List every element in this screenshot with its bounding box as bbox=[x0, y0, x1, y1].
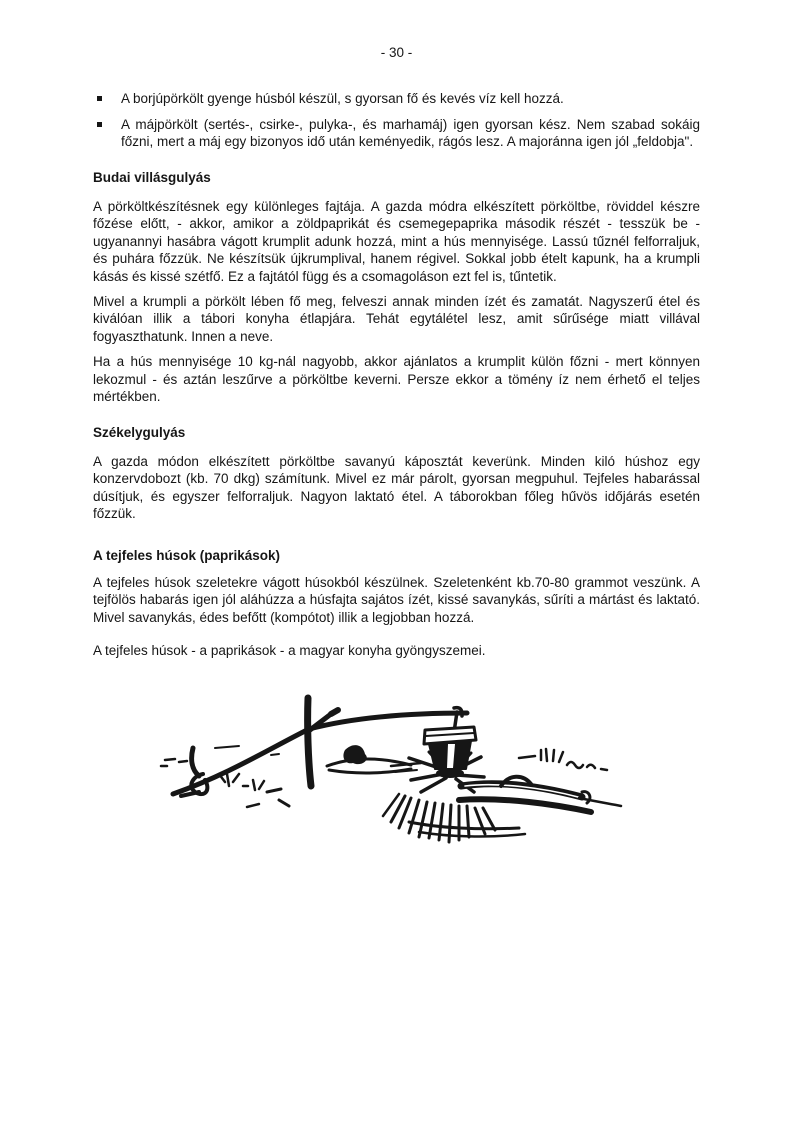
paragraph: Mivel a krumpli a pörkölt lében fő meg, felveszi annak minden ízét és zamatát. Nagyszerű étel és kiválóan illik a tábori konyha étlapjára. Tehát egytálétel lesz, amit sűrűsége miatt villával fogyaszthatunk. Innen a neve. bbox=[93, 294, 700, 344]
section-heading-budai-villasgulyas: Budai villásgulyás bbox=[93, 169, 211, 185]
bullet-text: A borjúpörkölt gyenge húsból készül, s gyorsan fő és kevés víz kell hozzá. bbox=[121, 91, 564, 107]
bullet-text: A májpörkölt (sertés-, csirke-, pulyka-, és marhamáj) igen gyorsan kész. Nem szabad sokáig főzni, mert a máj egy bizonyos idő után keményedik, rágós lesz. A majoránna igen jól „feldobja". bbox=[121, 116, 700, 150]
list-item bbox=[93, 90, 700, 107]
bullet-square-icon bbox=[97, 96, 102, 101]
list-item bbox=[93, 116, 700, 151]
page-number: - 30 - bbox=[380, 45, 413, 60]
section-heading-tejfeles-husok: A tejfeles húsok (paprikások) bbox=[93, 547, 281, 563]
campfire-pot-drawing bbox=[159, 670, 631, 862]
paragraph: A pörköltkészítésnek egy különleges fajtája. A gazda módra elkészített pörköltbe, röviddel készre főzése előtt, - akkor, amikor a zöldpaprikát és csemegepaprika második részét - tesszük be - ugyanannyi hasábra vágott krumplit adunk hozzá, mint a hús mennyisége. Lassú tűznél felforraljuk, és puhára főzzük. Ne készítsük újkrumplival, hanem régivel. Sokkal jobb ételt kapunk, ha a krumpli kásás és kissé szétfő. Ez a fajtától függ és a csomagoláson ezt fel is, tűntetik. bbox=[93, 199, 700, 284]
campfire-pot-illustration bbox=[159, 670, 631, 862]
paragraph: Ha a hús mennyisége 10 kg-nál nagyobb, akkor ajánlatos a krumplit külön főzni - mert könnyen lekozmul - és aztán leszűrve a pörköltbe keverni. Persze ekkor a tömény íz nem érhető el teljes mértékben. bbox=[93, 354, 700, 405]
bullet-square-icon bbox=[97, 122, 102, 127]
paragraph: A tejfeles húsok szeletekre vágott húsokból készülnek. Szeletenként kb.70-80 grammot veszünk. A tejfölös habarás igen jól aláhúzza a húsfajta sajátos ízét, kissé savanykás, sűríti a mártást és laktató. Mivel savanykás, édes befőtt (kompótot) illik a legjobban hozzá. bbox=[93, 574, 700, 625]
paragraph: A gazda módon elkészített pörköltbe savanyú káposztát keverünk. Minden kiló húshoz egy konzervdobozt (kb. 70 dkg) számítunk. Mivel ez már párolt, gyorsan megpuhul. Tejfeles habarással dúsítjuk, és egyszer felforraljuk. Nagyon laktató étel. A táborokban főleg hűvös időjárás esetén főzzük. bbox=[93, 453, 700, 522]
section-heading-szekelygulyas: Székelygulyás bbox=[93, 424, 186, 440]
bullet-list bbox=[93, 90, 700, 150]
closing-line: A tejfeles húsok - a paprikások - a magyar konyha gyöngyszemei. bbox=[93, 643, 486, 659]
